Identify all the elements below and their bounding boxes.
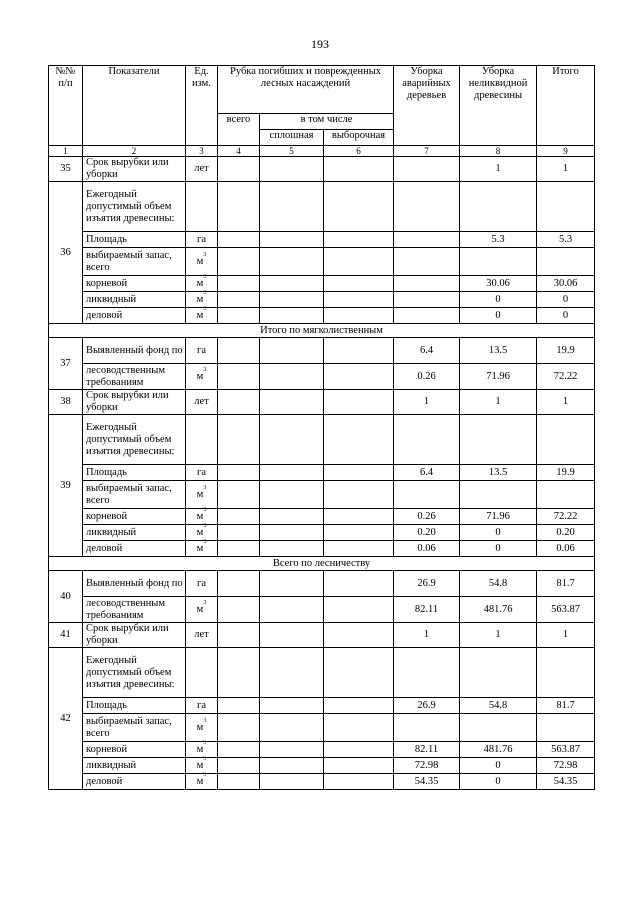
table-row	[49, 597, 595, 623]
unit-text: м	[196, 542, 204, 554]
value-cell: 563.87	[537, 742, 595, 758]
indicator-label: Выявленный фонд по	[83, 571, 186, 597]
value-cell: 1	[537, 390, 595, 415]
value-cell: 0.06	[394, 541, 460, 557]
value-cell: 1	[394, 390, 460, 415]
unit-cell	[186, 338, 218, 364]
value-cell	[260, 292, 324, 308]
value-cell: 82.11	[394, 597, 460, 623]
value-cell	[394, 648, 460, 698]
value-cell: 13.5	[460, 465, 537, 481]
unit-superscript: 3	[203, 771, 207, 778]
unit-cell	[186, 157, 218, 182]
value-cell: 72.22	[537, 509, 595, 525]
unit-superscript: 3	[203, 599, 207, 606]
value-cell	[394, 481, 460, 509]
value-cell	[324, 623, 394, 648]
indicator-label: выбираемый запас, всего	[83, 714, 186, 742]
header-emergency: Уборка аварийных деревьев	[394, 66, 460, 146]
value-cell: 81.7	[537, 571, 595, 597]
unit-text: м	[196, 743, 204, 755]
indicator-label: выбираемый запас, всего	[83, 248, 186, 276]
table-row	[49, 742, 595, 758]
value-cell	[460, 481, 537, 509]
value-cell	[218, 623, 260, 648]
unit-cell	[186, 714, 218, 742]
col-number: 4	[218, 146, 260, 157]
unit-text: га	[197, 233, 206, 245]
value-cell	[324, 182, 394, 232]
indicator-label: Площадь	[83, 465, 186, 481]
value-cell: 54.8	[460, 698, 537, 714]
value-cell	[218, 714, 260, 742]
table-row	[49, 481, 595, 509]
value-cell	[218, 338, 260, 364]
indicator-label: лесоводственным требованиям	[83, 364, 186, 390]
unit-text: м	[196, 603, 204, 615]
unit-cell	[186, 739, 218, 758]
unit-cell	[186, 648, 218, 698]
value-cell	[260, 742, 324, 758]
section-title: Итого по мягколиственным	[49, 324, 595, 338]
col-number: 9	[537, 146, 595, 157]
unit-cell	[186, 698, 218, 714]
indicator-label: Площадь	[83, 232, 186, 248]
section-row	[49, 557, 595, 571]
value-cell	[460, 182, 537, 232]
header-indicator: Показатели	[83, 66, 186, 146]
unit-cell	[186, 364, 218, 390]
value-cell: 13.5	[460, 338, 537, 364]
unit-cell	[186, 538, 218, 557]
value-cell	[218, 364, 260, 390]
value-cell	[260, 597, 324, 623]
unit-text: га	[197, 466, 206, 478]
value-cell	[324, 774, 394, 790]
indicator-label: ликвидный	[83, 292, 186, 308]
col-number: 5	[260, 146, 324, 157]
unit-superscript: 3	[203, 305, 207, 312]
value-cell	[218, 648, 260, 698]
value-cell: 481.76	[460, 742, 537, 758]
value-cell	[324, 308, 394, 324]
value-cell: 54.8	[460, 571, 537, 597]
unit-cell	[186, 506, 218, 525]
unit-text: м	[196, 775, 204, 787]
value-cell: 72.98	[537, 758, 595, 774]
value-cell	[218, 415, 260, 465]
table-row	[49, 390, 595, 415]
unit-text: га	[197, 344, 206, 356]
value-cell	[260, 276, 324, 292]
indicator-label: Площадь	[83, 698, 186, 714]
value-cell: 0.20	[537, 525, 595, 541]
unit-text: м	[196, 370, 204, 382]
value-cell	[324, 571, 394, 597]
table-row	[49, 182, 595, 232]
header-clear: сплошная	[260, 130, 324, 146]
value-cell	[394, 308, 460, 324]
value-cell	[218, 541, 260, 557]
unit-cell	[186, 755, 218, 774]
indicator-label: корневой	[83, 276, 186, 292]
unit-text: м	[196, 255, 204, 267]
value-cell	[218, 390, 260, 415]
value-cell	[260, 774, 324, 790]
header-felling: Рубка погибших и поврежденных лесных насаждений	[218, 66, 394, 114]
indicator-label: ликвидный	[83, 525, 186, 541]
value-cell	[394, 157, 460, 182]
indicator-label: Ежегодный допустимый объем изъятия древесины:	[83, 648, 186, 698]
value-cell	[260, 157, 324, 182]
value-cell	[394, 232, 460, 248]
value-cell	[324, 541, 394, 557]
table-row	[49, 364, 595, 390]
value-cell	[218, 292, 260, 308]
unit-text: м	[196, 293, 204, 305]
value-cell	[394, 248, 460, 276]
unit-cell	[186, 182, 218, 232]
value-cell	[537, 648, 595, 698]
unit-text: лет	[194, 396, 209, 407]
col-number: 7	[394, 146, 460, 157]
row-number: 38	[49, 390, 83, 415]
header-total-all: всего	[218, 114, 260, 146]
value-cell	[394, 292, 460, 308]
unit-text: лет	[194, 629, 209, 640]
value-cell	[324, 481, 394, 509]
value-cell: 1	[394, 623, 460, 648]
value-cell: 72.22	[537, 364, 595, 390]
value-cell: 1	[537, 623, 595, 648]
value-cell	[537, 481, 595, 509]
indicator-label: корневой	[83, 509, 186, 525]
value-cell: 6.4	[394, 338, 460, 364]
row-number: 42	[49, 648, 83, 790]
value-cell	[460, 415, 537, 465]
header-num: №№ п/п	[49, 66, 83, 146]
unit-superscript: 3	[203, 522, 207, 529]
value-cell	[324, 338, 394, 364]
value-cell: 30.06	[537, 276, 595, 292]
row-number: 41	[49, 623, 83, 648]
table-row	[49, 292, 595, 308]
row-number: 36	[49, 182, 83, 324]
value-cell	[260, 525, 324, 541]
value-cell: 1	[460, 157, 537, 182]
value-cell	[218, 157, 260, 182]
value-cell: 26.9	[394, 698, 460, 714]
unit-text: м	[196, 309, 204, 321]
row-number: 40	[49, 571, 83, 623]
value-cell: 0.06	[537, 541, 595, 557]
value-cell: 71.96	[460, 364, 537, 390]
header-result: Итого	[537, 66, 595, 146]
value-cell	[260, 248, 324, 276]
value-cell: 72.98	[394, 758, 460, 774]
indicator-label: деловой	[83, 308, 186, 324]
value-cell	[218, 597, 260, 623]
value-cell	[260, 509, 324, 525]
value-cell: 26.9	[394, 571, 460, 597]
unit-text: м	[196, 526, 204, 538]
unit-text: м	[196, 488, 204, 500]
unit-superscript: 3	[203, 251, 207, 258]
table-row	[49, 698, 595, 714]
indicator-label: Ежегодный допустимый объем изъятия древесины:	[83, 415, 186, 465]
column-number-row	[49, 146, 595, 157]
value-cell	[260, 182, 324, 232]
value-cell	[260, 465, 324, 481]
table-row	[49, 157, 595, 182]
value-cell: 0	[460, 308, 537, 324]
value-cell	[218, 232, 260, 248]
value-cell	[218, 481, 260, 509]
value-cell	[218, 248, 260, 276]
table-row	[49, 758, 595, 774]
col-number: 8	[460, 146, 537, 157]
value-cell: 0	[460, 525, 537, 541]
value-cell: 0	[460, 758, 537, 774]
unit-text: га	[197, 577, 206, 589]
value-cell	[218, 308, 260, 324]
indicator-label: корневой	[83, 742, 186, 758]
value-cell	[324, 758, 394, 774]
value-cell	[324, 509, 394, 525]
value-cell: 0	[460, 541, 537, 557]
value-cell	[260, 232, 324, 248]
unit-text: м	[196, 277, 204, 289]
value-cell	[324, 364, 394, 390]
table-row	[49, 623, 595, 648]
value-cell: 81.7	[537, 698, 595, 714]
value-cell: 0	[537, 308, 595, 324]
value-cell: 82.11	[394, 742, 460, 758]
value-cell	[460, 714, 537, 742]
row-number: 39	[49, 415, 83, 557]
value-cell: 19.9	[537, 465, 595, 481]
unit-cell	[186, 522, 218, 541]
header-selective: выборочная	[324, 130, 394, 146]
value-cell	[218, 276, 260, 292]
value-cell	[260, 698, 324, 714]
indicator-label: деловой	[83, 541, 186, 557]
value-cell	[324, 714, 394, 742]
unit-text: га	[197, 699, 206, 711]
col-number: 3	[186, 146, 218, 157]
row-number: 35	[49, 157, 83, 182]
table-row	[49, 774, 595, 790]
indicator-label: лесоводственным требованиям	[83, 597, 186, 623]
value-cell	[324, 698, 394, 714]
value-cell	[394, 714, 460, 742]
table-row	[49, 338, 595, 364]
value-cell	[260, 623, 324, 648]
unit-cell	[186, 481, 218, 509]
value-cell	[324, 248, 394, 276]
unit-superscript: 3	[203, 289, 207, 296]
value-cell	[260, 390, 324, 415]
unit-superscript: 3	[203, 366, 207, 373]
unit-superscript: 3	[203, 739, 207, 746]
value-cell	[324, 415, 394, 465]
value-cell: 0	[460, 774, 537, 790]
unit-superscript: 3	[203, 273, 207, 280]
value-cell	[260, 571, 324, 597]
section-row	[49, 324, 595, 338]
unit-text: м	[196, 759, 204, 771]
unit-superscript: 3	[203, 484, 207, 491]
header-including: в том числе	[260, 114, 394, 130]
unit-cell	[186, 415, 218, 465]
value-cell	[324, 157, 394, 182]
value-cell	[324, 648, 394, 698]
header-illiquid: Уборка неликвидной древесины	[460, 66, 537, 146]
row-number: 37	[49, 338, 83, 390]
table-row	[49, 415, 595, 465]
unit-cell	[186, 771, 218, 790]
value-cell: 71.96	[460, 509, 537, 525]
value-cell	[260, 541, 324, 557]
unit-cell	[186, 623, 218, 648]
value-cell	[260, 415, 324, 465]
value-cell	[260, 364, 324, 390]
table-row	[49, 248, 595, 276]
col-number: 1	[49, 146, 83, 157]
value-cell	[460, 248, 537, 276]
indicator-label: Срок вырубки или уборки	[83, 390, 186, 415]
unit-cell	[186, 465, 218, 481]
indicator-label: деловой	[83, 774, 186, 790]
table-row	[49, 509, 595, 525]
unit-superscript: 3	[203, 538, 207, 545]
value-cell	[537, 714, 595, 742]
value-cell	[218, 571, 260, 597]
value-cell	[260, 758, 324, 774]
table-row	[49, 571, 595, 597]
col-number: 2	[83, 146, 186, 157]
forest-felling-table	[48, 65, 595, 790]
value-cell	[218, 758, 260, 774]
unit-superscript: 3	[203, 717, 207, 724]
value-cell: 563.87	[537, 597, 595, 623]
table-row	[49, 714, 595, 742]
table-row	[49, 648, 595, 698]
indicator-label: Ежегодный допустимый объем изъятия древесины:	[83, 182, 186, 232]
value-cell	[218, 742, 260, 758]
value-cell	[324, 525, 394, 541]
value-cell	[394, 276, 460, 292]
value-cell	[324, 390, 394, 415]
value-cell: 1	[460, 623, 537, 648]
value-cell	[324, 232, 394, 248]
unit-cell	[186, 305, 218, 324]
value-cell: 54.35	[394, 774, 460, 790]
value-cell: 1	[460, 390, 537, 415]
value-cell	[394, 415, 460, 465]
value-cell	[260, 714, 324, 742]
value-cell: 5.3	[460, 232, 537, 248]
col-number: 6	[324, 146, 394, 157]
value-cell	[324, 597, 394, 623]
value-cell	[218, 182, 260, 232]
unit-cell	[186, 248, 218, 276]
unit-cell	[186, 273, 218, 292]
indicator-label: Выявленный фонд по	[83, 338, 186, 364]
unit-superscript: 3	[203, 755, 207, 762]
indicator-label: Срок вырубки или уборки	[83, 623, 186, 648]
value-cell	[218, 525, 260, 541]
unit-text: м	[196, 510, 204, 522]
value-cell: 1	[537, 157, 595, 182]
value-cell: 0.26	[394, 509, 460, 525]
value-cell	[218, 698, 260, 714]
value-cell	[394, 182, 460, 232]
unit-cell	[186, 390, 218, 415]
value-cell: 0	[537, 292, 595, 308]
table-row	[49, 308, 595, 324]
unit-text: м	[196, 721, 204, 733]
value-cell	[260, 481, 324, 509]
table-row	[49, 525, 595, 541]
unit-cell	[186, 289, 218, 308]
header-unit: Ед. изм.	[186, 66, 218, 146]
unit-cell	[186, 597, 218, 623]
value-cell	[324, 276, 394, 292]
value-cell	[218, 774, 260, 790]
table-row	[49, 232, 595, 248]
table-row	[49, 541, 595, 557]
value-cell: 0	[460, 292, 537, 308]
value-cell: 54.35	[537, 774, 595, 790]
section-title: Всего по лесничеству	[49, 557, 595, 571]
value-cell: 481.76	[460, 597, 537, 623]
value-cell: 19.9	[537, 338, 595, 364]
value-cell: 30.06	[460, 276, 537, 292]
value-cell	[324, 742, 394, 758]
unit-cell	[186, 232, 218, 248]
indicator-label: выбираемый запас, всего	[83, 481, 186, 509]
unit-cell	[186, 571, 218, 597]
page-number: 193	[311, 37, 329, 51]
table-row	[49, 276, 595, 292]
table-row	[49, 465, 595, 481]
value-cell	[260, 648, 324, 698]
value-cell	[324, 292, 394, 308]
value-cell: 5.3	[537, 232, 595, 248]
value-cell	[218, 509, 260, 525]
value-cell	[260, 308, 324, 324]
value-cell	[460, 648, 537, 698]
value-cell	[324, 465, 394, 481]
indicator-label: Срок вырубки или уборки	[83, 157, 186, 182]
table-body	[49, 157, 595, 790]
value-cell	[537, 248, 595, 276]
value-cell	[537, 182, 595, 232]
value-cell	[218, 465, 260, 481]
value-cell: 0.26	[394, 364, 460, 390]
indicator-label: ликвидный	[83, 758, 186, 774]
value-cell	[260, 338, 324, 364]
unit-superscript: 3	[203, 506, 207, 513]
unit-text: лет	[194, 163, 209, 174]
value-cell: 6.4	[394, 465, 460, 481]
value-cell	[537, 415, 595, 465]
value-cell: 0.20	[394, 525, 460, 541]
